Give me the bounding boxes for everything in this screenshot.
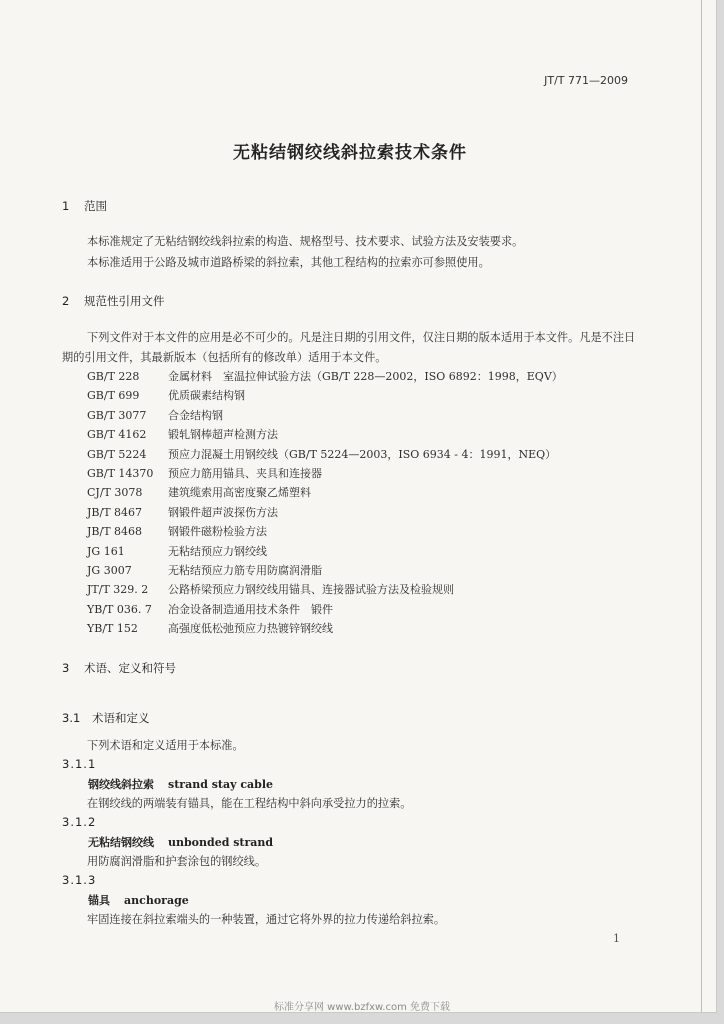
term-number: 3.1.1: [62, 757, 97, 771]
reference-code: GB/T 3077: [87, 408, 147, 422]
reference-title: 无粘结预应力钢绞线: [168, 544, 267, 558]
scope-paragraph-2: 本标准适用于公路及城市道路桥梁的斜拉索，其他工程结构的拉索亦可参照使用。: [87, 256, 490, 269]
reference-title: 优质碳素结构钢: [168, 389, 245, 403]
reference-code: GB/T 4162: [87, 428, 147, 442]
section-number: 3: [62, 661, 70, 675]
reference-item: [87, 542, 563, 561]
reference-title: 合金结构钢: [168, 408, 223, 422]
reference-code: CJ/T 3078: [87, 486, 143, 500]
standard-code: JT/T 771—2009: [544, 74, 628, 87]
section-title: 范围: [84, 199, 107, 213]
term-english: strand stay cable: [168, 778, 274, 791]
term-definition: 牢固连接在斜拉索端头的一种装置，通过它将外界的拉力传递给斜拉索。: [87, 913, 446, 926]
reference-title: 金属材料 室温拉伸试验方法（GB/T 228—2002，ISO 6892：1998，EQV）: [168, 370, 563, 383]
scope-paragraph-1: 本标准规定了无粘结钢绞线斜拉索的构造、规格型号、技术要求、试验方法及安装要求。: [87, 235, 524, 248]
reference-code: YB/T 036. 7: [87, 602, 152, 616]
reference-item: [87, 503, 563, 522]
reference-code: JB/T 8468: [87, 525, 143, 539]
reference-item: [87, 406, 563, 425]
references-intro: 下列文件对于本文件的应用是必不可少的。凡是注日期的引用文件，仅注日期的版本适用于本文件。凡是不注日期的引用文件，其最新版本（包括所有的修改单）适用于本文件。: [62, 331, 636, 364]
term-heading: [88, 892, 189, 908]
term-number: 3.1.3: [62, 873, 97, 887]
term-english: unbonded strand: [168, 836, 274, 849]
reference-code: GB/T 14370: [87, 466, 154, 480]
reference-title: 建筑缆索用高密度聚乙烯塑料: [168, 486, 311, 500]
term-heading: [88, 776, 273, 792]
term-definition: 用防腐润滑脂和护套涂包的钢绞线。: [87, 855, 267, 868]
reference-item: [87, 600, 563, 619]
reference-code: JG 161: [87, 544, 125, 558]
term-heading: [88, 834, 273, 850]
section-title: 规范性引用文件: [84, 294, 165, 308]
reference-item: [87, 464, 563, 483]
reference-title: 预应力筋用锚具、夹具和连接器: [168, 466, 322, 480]
term-english: anchorage: [124, 894, 189, 907]
section-number: 2: [62, 294, 70, 308]
reference-code: JT/T 329. 2: [87, 583, 149, 597]
section-1-heading: [62, 198, 107, 214]
reference-list: [87, 367, 563, 638]
reference-code: YB/T 152: [87, 622, 138, 636]
reference-item: [87, 445, 563, 464]
section-title: 术语、定义和符号: [84, 661, 176, 675]
reference-title: 高强度低松弛预应力热镀锌钢绞线: [168, 622, 333, 636]
reference-code: JB/T 8467: [87, 505, 143, 519]
page-number: 1: [613, 932, 620, 945]
reference-title: 预应力混凝土用钢绞线（GB/T 5224—2003，ISO 6934 - 4：1991，NEQ）: [168, 447, 557, 461]
reference-title: 锻轧钢棒超声检测方法: [168, 428, 278, 442]
reference-item: [87, 386, 563, 405]
reference-code: GB/T 5224: [87, 447, 147, 461]
reference-item: [87, 619, 563, 638]
reference-item: [87, 522, 563, 541]
term-chinese: 锚具: [88, 894, 110, 907]
term-number: 3.1.2: [62, 815, 97, 829]
reference-title: 钢锻件磁粉检验方法: [168, 525, 267, 539]
section-number: 1: [62, 199, 70, 213]
reference-title: 公路桥梁预应力钢绞线用锚具、连接器试验方法及检验规则: [168, 583, 454, 597]
reference-item: [87, 483, 563, 502]
reference-code: GB/T 228: [87, 370, 140, 383]
term-chinese: 无粘结钢绞线: [88, 836, 154, 849]
reference-item: [87, 425, 563, 444]
section-3-heading: [62, 660, 176, 676]
reference-item: [87, 561, 563, 580]
term-definition: 在钢绞线的两端装有锚具，能在工程结构中斜向承受拉力的拉索。: [87, 797, 412, 810]
watermark-footer: 标准分享网 www.bzfxw.com 免费下载: [274, 1002, 450, 1013]
subsection-3-1-heading: [62, 710, 150, 726]
scan-edge-line: [701, 0, 702, 1012]
reference-title: 无粘结预应力筋专用防腐润滑脂: [168, 563, 322, 577]
document-title: 无粘结钢绞线斜拉索技术条件: [233, 143, 467, 163]
terms-intro: 下列术语和定义适用于本标准。: [87, 739, 244, 752]
section-2-heading: [62, 293, 165, 309]
reference-item: [87, 367, 563, 386]
reference-code: JG 3007: [87, 563, 132, 577]
reference-item: [87, 580, 563, 599]
subsection-title: 术语和定义: [92, 711, 150, 725]
term-chinese: 钢绞线斜拉索: [88, 778, 154, 791]
subsection-number: 3.1: [62, 711, 81, 725]
reference-code: GB/T 699: [87, 389, 140, 403]
reference-title: 冶金设备制造通用技术条件 锻件: [168, 602, 333, 616]
reference-title: 钢锻件超声波探伤方法: [168, 505, 278, 519]
